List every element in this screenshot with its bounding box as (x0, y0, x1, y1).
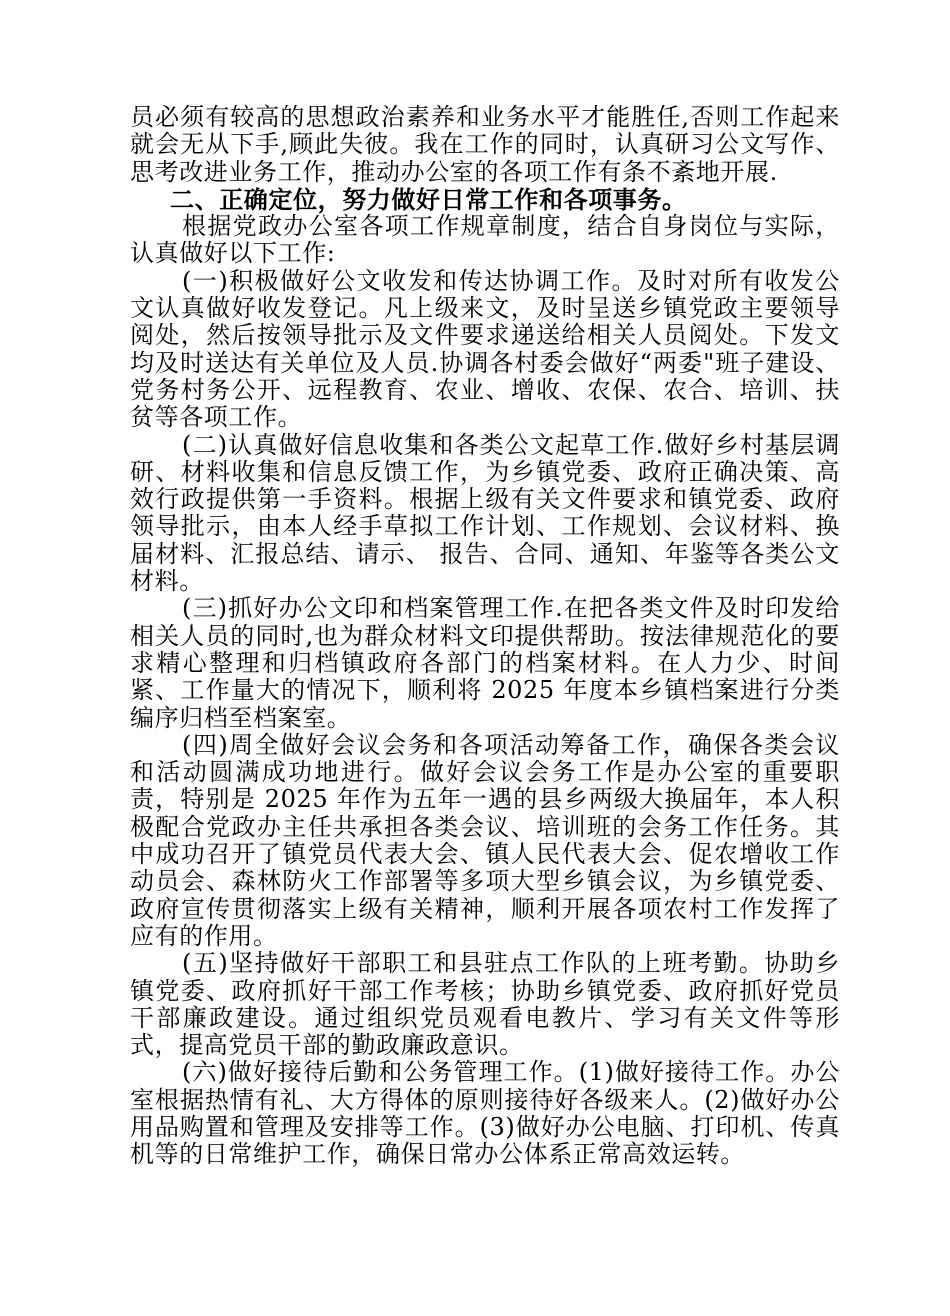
document-body (130, 104, 840, 1169)
paragraph-item-1: (一)积极做好公文收发和传达协调工作。及时对所有收发公文认真做好收发登记。凡上级来文，及时呈送乡镇党政主要领导阅处，然后按领导批示及文件要求递送给相关人员阅处。下发文均及时送达有关单位及人员.协调各村委会做好“两委"班子建设、党务村务公开、远程教育、农业、增收、农保、农合、培训、扶贫等各项工作。 (130, 266, 840, 432)
paragraph-item-5: (五)坚持做好干部职工和县驻点工作队的上班考勤。协助乡镇党委、政府抓好干部工作考核；协助乡镇党委、政府抓好党员干部廉政建设。通过组织党员观看电教片、学习有关文件等形式，提高党员干部的勤政廉政意识。 (130, 949, 840, 1060)
paragraph-item-3: (三)抓好办公文印和档案管理工作.在把各类文件及时印发给相关人员的同时,也为群众材料文印提供帮助。按法律规范化的要求精心整理和归档镇政府各部门的档案材料。在人力少、时间紧、工作量大的情况下，顺利将 2025 年度本乡镇档案进行分类编序归档至档案室。 (130, 594, 840, 732)
paragraph-continued: 员必须有较高的思想政治素养和业务水平才能胜任,否则工作起来就会无从下手,顾此失彼。我在工作的同时，认真研习公文写作、思考改进业务工作，推动办公室的各项工作有条不紊地开展. (130, 103, 840, 186)
paragraph-item-2: (二)认真做好信息收集和各类公文起草工作.做好乡村基层调研、材料收集和信息反馈工作，为乡镇党委、政府正确决策、高效行政提供第一手资料。根据上级有关文件要求和镇党委、政府领导批示，由本人经手草拟工作计划、工作规划、会议材料、换届材料、汇报总结、请示、 报告、合同、通知、年鉴等各类公文材料。 (130, 430, 840, 596)
paragraph-intro: 根据党政办公室各项工作规章制度，结合自身岗位与实际，认真做好以下工作: (130, 212, 840, 268)
paragraph-item-6: (六)做好接待后勤和公务管理工作。(1)做好接待工作。办公室根据热情有礼、大方得体的原则接待好各级来人。(2)做好办公用品购置和管理及安排等工作。(3)做好办公电脑、打印机、传真机等的日常维护工作，确保日常办公体系正常高效运转。 (130, 1058, 840, 1169)
paragraph-item-4: (四)周全做好会议会务和各项活动筹备工作，确保各类会议和活动圆满成功地进行。做好会议会务工作是办公室的重要职责，特别是 2025 年作为五年一遇的县乡两级大换届年，本人积极配合党政办主任共承担各类会议、培训班的会务工作任务。其中成功召开了镇党员代表大会、镇人民代表大会、促农增收工作动员会、森林防火工作部署等多项大型乡镇会议，为乡镇党委、政府宣传贯彻落实上级有关精神，顺利开展各项农村工作发挥了应有的作用。 (130, 730, 840, 950)
section-heading: 二、正确定位，努力做好日常工作和各项事务。 (170, 184, 687, 214)
